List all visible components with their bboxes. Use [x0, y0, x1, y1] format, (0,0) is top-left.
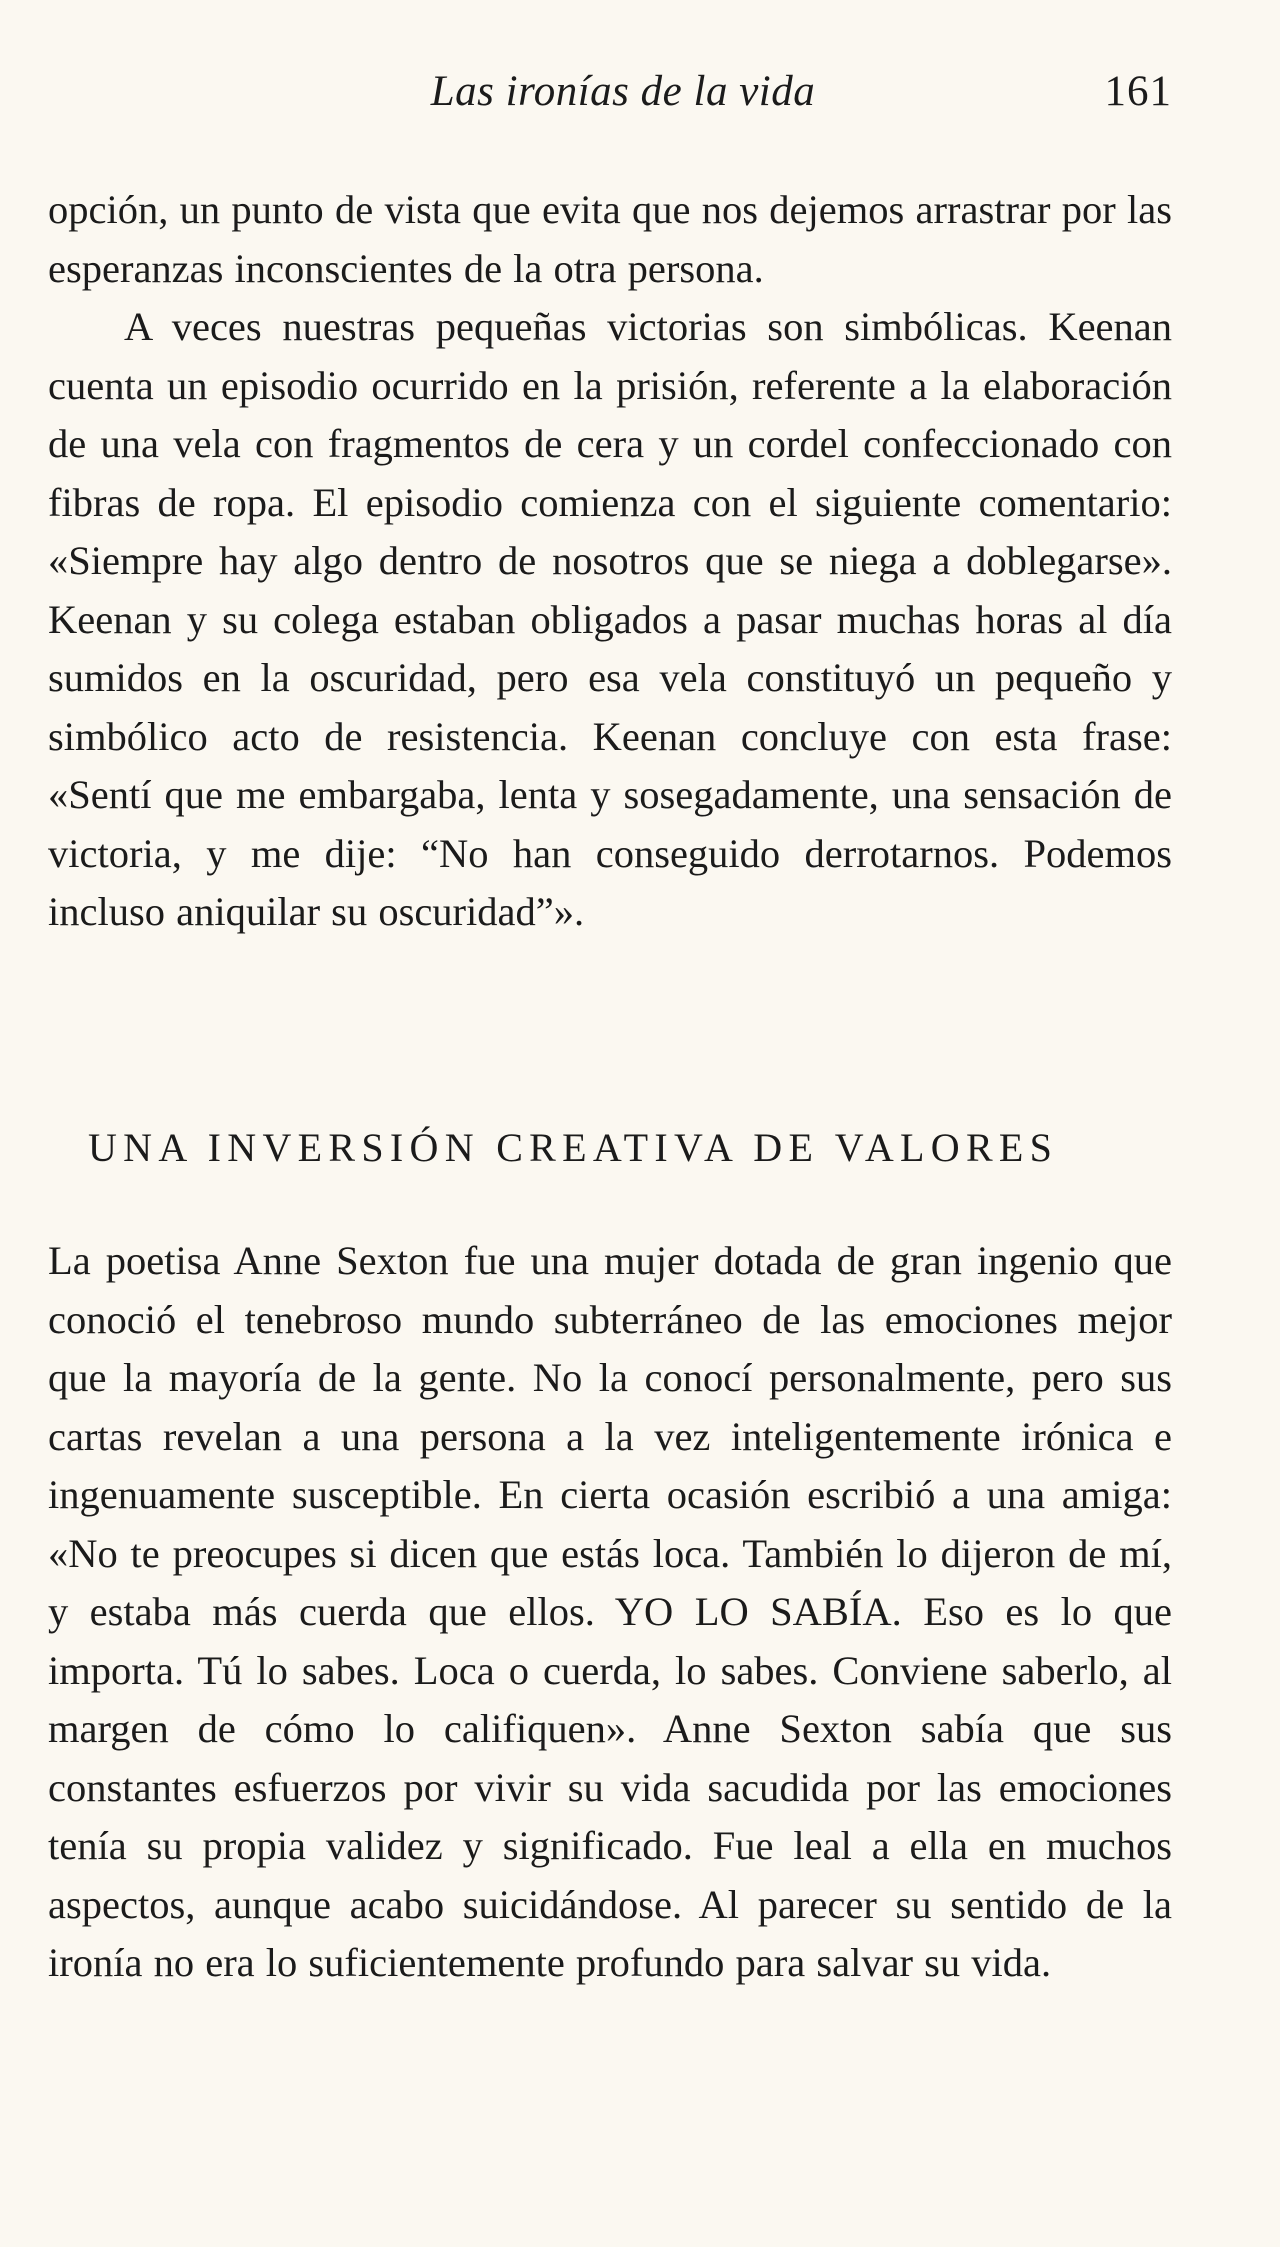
page-number: 161 [1104, 68, 1172, 115]
body-text-top [48, 181, 1172, 942]
paragraph-keenan: A veces nuestras pequeñas victorias son simbólicas. Keenan cuenta un episodio ocurrido en la prisión, referente a la elaboración de una vela con fragmentos de cera y un cordel confeccionado con fibras de ropa. El episodio comienza con el siguiente comentario: «Siempre hay algo dentro de nosotros que se niega a doblegarse». Keenan y su colega estaban obligados a pasar muchas horas al día sumidos en la oscuridad, pero esa vela constituyó un pequeño y simbólico acto de resistencia. Keenan concluye con esta frase: «Sentí que me embargaba, lenta y sosegadamente, una sensación de victoria, y me dije: “No han conseguido derrotarnos. Podemos incluso aniquilar su oscuridad”». [48, 304, 1172, 934]
section-heading: UNA INVERSIÓN CREATIVA DE VALORES [88, 1125, 1059, 1170]
running-header [48, 62, 1172, 122]
running-title: Las ironías de la vida [430, 68, 816, 115]
body-text-bottom [48, 1232, 1172, 1993]
paragraph-continued: opción, un punto de vista que evita que nos dejemos arrastrar por las esperanzas inconscientes de la otra persona. [48, 187, 1172, 291]
paragraph-sexton: La poetisa Anne Sexton fue una mujer dotada de gran ingenio que conoció el tenebroso mundo subterráneo de las emociones mejor que la mayoría de la gente. No la conocí personalmente, pero sus cartas revelan a una persona a la vez inteligentemente irónica e ingenuamente susceptible. En cierta ocasión escribió a una amiga: «No te preocupes si dicen que estás loca. También lo dijeron de mí, y estaba más cuerda que ellos. YO LO SABÍA. Eso es lo que importa. Tú lo sabes. Loca o cuerda, lo sabes. Conviene saberlo, al margen de cómo lo califiquen». Anne Sexton sabía que sus constantes esfuerzos por vivir su vida sacudida por las emociones tenía su propia validez y significado. Fue leal a ella en muchos aspectos, aunque acabo suicidándose. Al parecer su sentido de la ironía no era lo suficientemente profundo para salvar su vida. [48, 1238, 1172, 1985]
